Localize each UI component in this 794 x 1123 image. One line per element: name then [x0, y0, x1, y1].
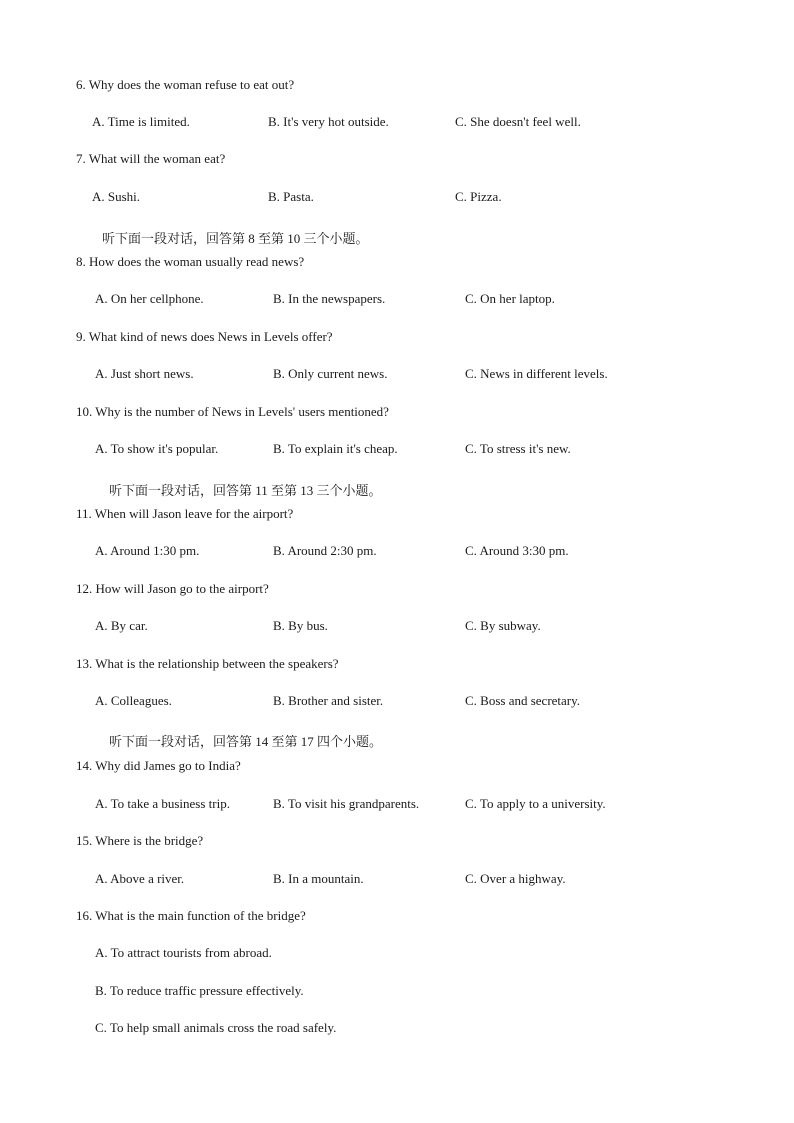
option-a: A. On her cellphone.	[95, 291, 204, 306]
option-a: A. To attract tourists from abroad.	[95, 945, 272, 960]
option-c: C. To apply to a university.	[465, 796, 606, 811]
question-stem: 10. Why is the number of News in Levels' users mentioned?	[76, 404, 389, 419]
section-instruction: 听下面一段对话，回答第 14 至第 17 四个小题。	[109, 734, 383, 749]
section-instruction: 听下面一段对话，回答第 8 至第 10 三个小题。	[102, 231, 369, 246]
option-c: C. Pizza.	[455, 189, 502, 204]
question-stem: 6. Why does the woman refuse to eat out?	[76, 77, 295, 92]
option-b: B. To reduce traffic pressure effectively.	[95, 983, 304, 998]
option-b: B. Pasta.	[268, 189, 314, 204]
question-stem: 8. How does the woman usually read news?	[76, 254, 305, 269]
option-b: B. To visit his grandparents.	[273, 796, 420, 811]
option-c: C. Around 3:30 pm.	[465, 543, 569, 558]
question-stem: 15. Where is the bridge?	[76, 833, 204, 848]
option-c: C. By subway.	[465, 618, 541, 633]
question-stem: 11. When will Jason leave for the airport?	[76, 506, 294, 521]
option-a: A. Time is limited.	[92, 114, 190, 129]
option-a: A. Sushi.	[92, 189, 141, 204]
question-stem: 13. What is the relationship between the speakers?	[76, 656, 339, 671]
option-c: C. On her laptop.	[465, 291, 555, 306]
option-c: C. She doesn't feel well.	[455, 114, 581, 129]
question-stem: 7. What will the woman eat?	[76, 151, 226, 166]
option-b: B. In a mountain.	[273, 871, 364, 886]
option-a: A. To take a business trip.	[95, 796, 230, 811]
question-stem: 12. How will Jason go to the airport?	[76, 581, 269, 596]
option-b: B. In the newspapers.	[273, 291, 386, 306]
option-b: B. Around 2:30 pm.	[273, 543, 377, 558]
option-c: C. To stress it's new.	[465, 441, 571, 456]
option-b: B. By bus.	[273, 618, 328, 633]
question-stem: 16. What is the main function of the bridge?	[76, 908, 306, 923]
question-stem: 14. Why did James go to India?	[76, 758, 241, 773]
option-b: B. Only current news.	[273, 366, 388, 381]
option-b: B. Brother and sister.	[273, 693, 384, 708]
option-b: B. To explain it's cheap.	[273, 441, 398, 456]
option-a: A. Around 1:30 pm.	[95, 543, 200, 558]
section-instruction: 听下面一段对话，回答第 11 至第 13 三个小题。	[109, 483, 382, 498]
option-a: A. By car.	[95, 618, 148, 633]
question-stem: 9. What kind of news does News in Levels offer?	[76, 329, 333, 344]
option-a: A. Colleagues.	[95, 693, 172, 708]
option-c: C. To help small animals cross the road safely.	[95, 1020, 337, 1035]
option-a: A. Just short news.	[95, 366, 194, 381]
option-a: A. To show it's popular.	[95, 441, 219, 456]
option-c: C. News in different levels.	[465, 366, 608, 381]
option-c: C. Over a highway.	[465, 871, 566, 886]
option-c: C. Boss and secretary.	[465, 693, 581, 708]
option-b: B. It's very hot outside.	[268, 114, 389, 129]
option-a: A. Above a river.	[95, 871, 185, 886]
